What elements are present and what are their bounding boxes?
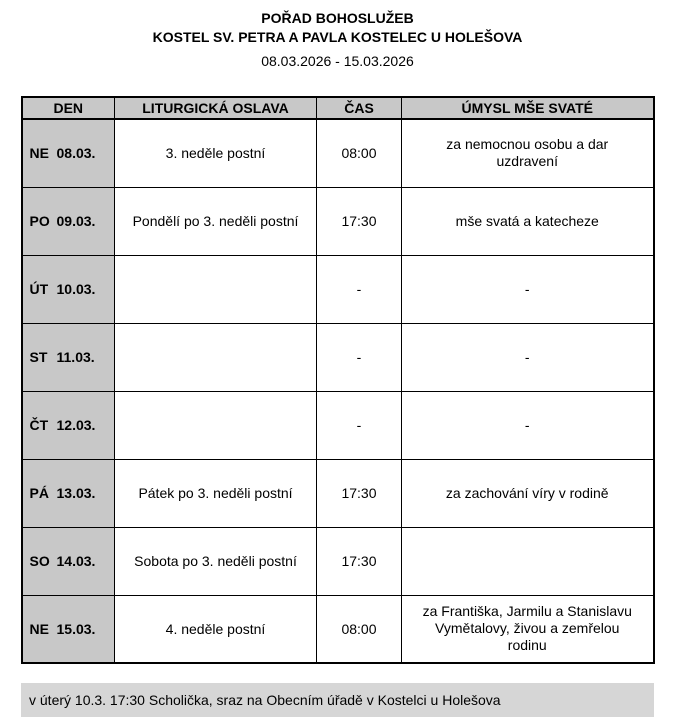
day-date: 14.03. bbox=[56, 553, 96, 569]
footer-note: v úterý 10.3. 17:30 Scholička, sraz na Obecním úřadě v Kostelci u Holešova bbox=[21, 683, 654, 717]
day-abbr: NE bbox=[29, 620, 49, 637]
day-cell bbox=[22, 119, 115, 187]
table-row bbox=[22, 527, 654, 595]
day-date: 12.03. bbox=[56, 417, 96, 433]
day-abbr: PO bbox=[29, 213, 50, 229]
day-cell bbox=[22, 595, 115, 663]
day-cell bbox=[22, 527, 115, 595]
table-row bbox=[22, 391, 654, 459]
day-date: 08.03. bbox=[56, 145, 96, 162]
day-date: 15.03. bbox=[56, 620, 96, 637]
day-date: 10.03. bbox=[56, 281, 96, 297]
table-row bbox=[22, 255, 654, 323]
document-title: POŘAD BOHOSLUŽEB bbox=[261, 10, 414, 26]
col-header-time: ČAS bbox=[317, 97, 402, 119]
celebration-cell: Sobota po 3. neděli postní bbox=[115, 527, 317, 595]
day-abbr: PÁ bbox=[29, 485, 49, 501]
day-cell bbox=[22, 459, 115, 527]
time-cell: - bbox=[317, 323, 402, 391]
celebration-cell bbox=[115, 323, 317, 391]
day-cell bbox=[22, 323, 115, 391]
celebration-cell: 3. neděle postní bbox=[115, 119, 317, 187]
day-date: 11.03. bbox=[56, 349, 95, 365]
celebration-cell bbox=[115, 391, 317, 459]
celebration-cell: Pondělí po 3. neděli postní bbox=[115, 187, 317, 255]
day-date: 09.03. bbox=[56, 213, 96, 229]
time-cell: 17:30 bbox=[317, 459, 402, 527]
time-cell: - bbox=[317, 391, 402, 459]
day-cell bbox=[22, 187, 115, 255]
time-cell: 08:00 bbox=[317, 119, 402, 187]
intention-cell: - bbox=[402, 391, 654, 459]
intention-cell: mše svatá a katecheze bbox=[402, 187, 654, 255]
date-range: 08.03.2026 - 15.03.2026 bbox=[261, 53, 414, 69]
intention-cell bbox=[402, 527, 654, 595]
table-row bbox=[22, 119, 654, 187]
intention-cell: za nemocnou osobu a dar uzdravení bbox=[402, 119, 654, 187]
intention-cell: - bbox=[402, 255, 654, 323]
day-date: 13.03. bbox=[56, 485, 96, 501]
schedule-table bbox=[21, 96, 655, 664]
day-abbr: NE bbox=[29, 145, 49, 162]
day-abbr: ČT bbox=[29, 417, 49, 433]
celebration-cell: Pátek po 3. neděli postní bbox=[115, 459, 317, 527]
intention-cell: za Františka, Jarmilu a Stanislavu Vymětalovy, živou a zemřelou rodinu bbox=[402, 595, 654, 663]
time-cell: 08:00 bbox=[317, 595, 402, 663]
time-cell: - bbox=[317, 255, 402, 323]
day-abbr: ÚT bbox=[29, 281, 49, 297]
celebration-cell bbox=[115, 255, 317, 323]
day-cell bbox=[22, 391, 115, 459]
church-name: KOSTEL SV. PETRA A PAVLA KOSTELEC U HOLEŠOVA bbox=[152, 29, 523, 45]
intention-cell: - bbox=[402, 323, 654, 391]
celebration-cell: 4. neděle postní bbox=[115, 595, 317, 663]
table-row bbox=[22, 187, 654, 255]
day-abbr: ST bbox=[29, 349, 48, 365]
intention-cell: za zachování víry v rodině bbox=[402, 459, 654, 527]
col-header-day: DEN bbox=[22, 97, 115, 119]
time-cell: 17:30 bbox=[317, 187, 402, 255]
table-row bbox=[22, 459, 654, 527]
time-cell: 17:30 bbox=[317, 527, 402, 595]
table-row bbox=[22, 323, 654, 391]
table-header-row bbox=[22, 97, 654, 119]
col-header-celebration: LITURGICKÁ OSLAVA bbox=[115, 97, 317, 119]
col-header-intention: ÚMYSL MŠE SVATÉ bbox=[402, 97, 654, 119]
table-row bbox=[22, 595, 654, 663]
day-abbr: SO bbox=[29, 553, 50, 569]
day-cell bbox=[22, 255, 115, 323]
